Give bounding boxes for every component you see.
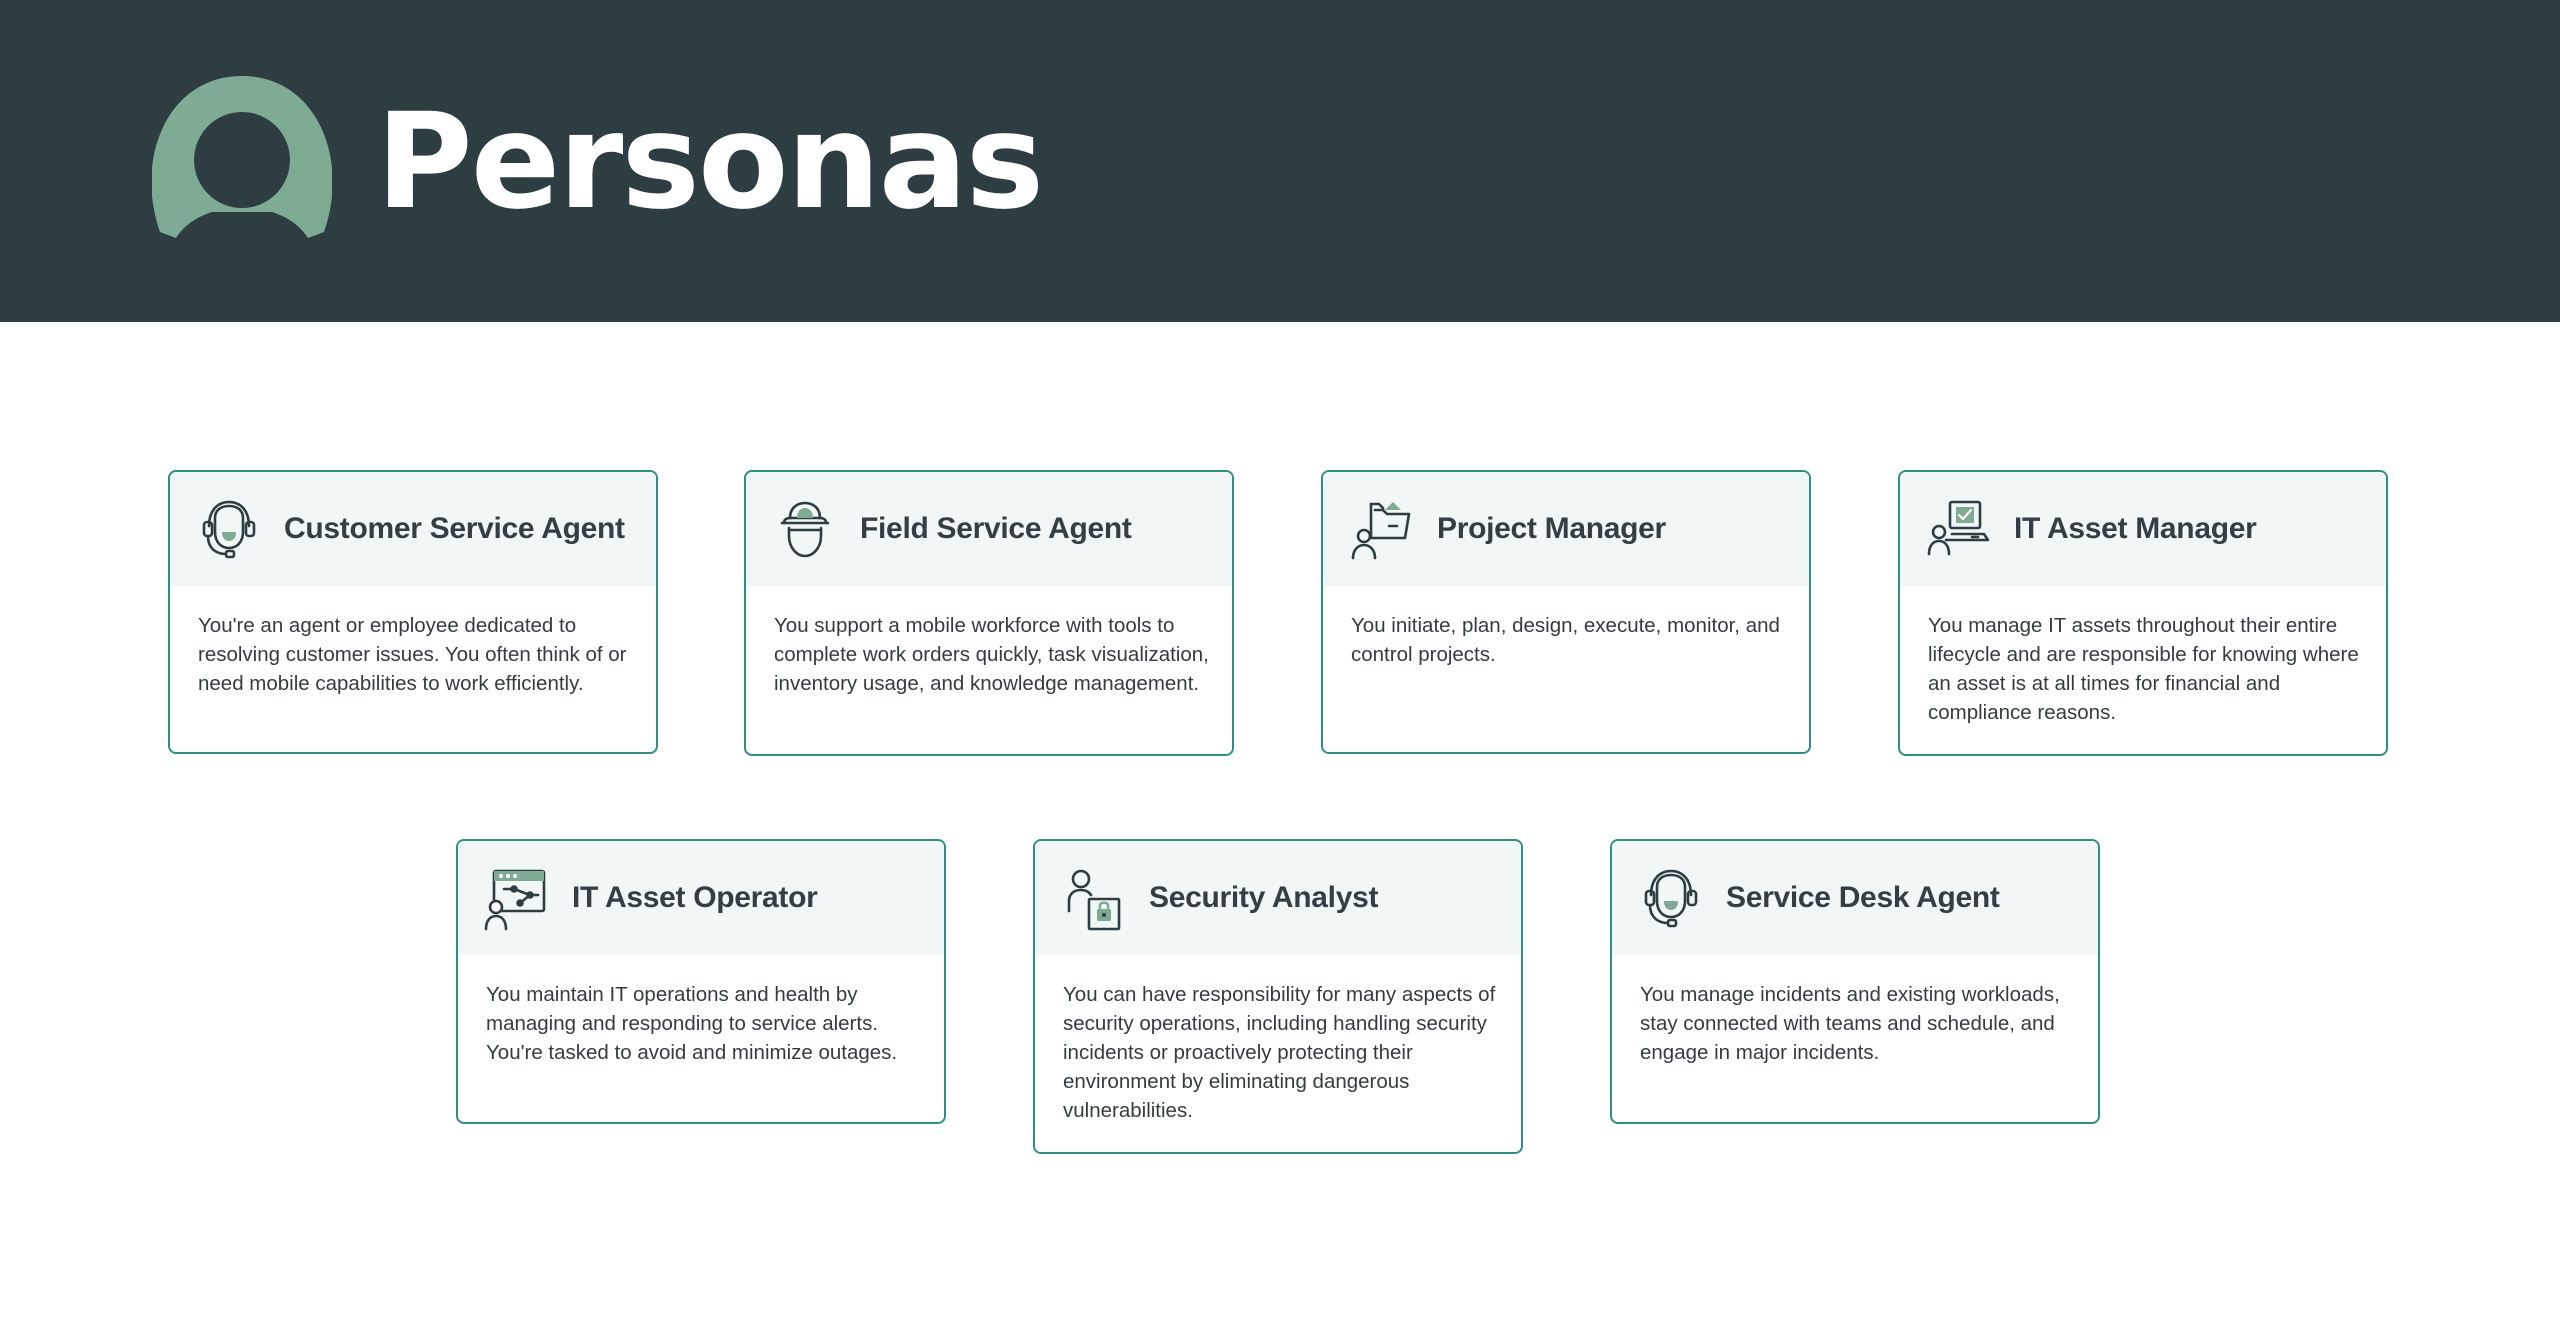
card-title: Customer Service Agent <box>284 512 625 545</box>
card-description: You manage incidents and existing workloads, stay connected with teams and schedule, and engage in major incidents. <box>1640 983 2060 1064</box>
card-header <box>1035 841 1521 955</box>
card-header <box>746 472 1232 586</box>
card-header <box>170 472 656 586</box>
card-description: You manage IT assets throughout their entire lifecycle and are responsible for knowing where an asset is at all times for financial and compliance reasons. <box>1928 614 2359 724</box>
header-banner <box>0 0 2560 322</box>
card-title: Field Service Agent <box>860 512 1132 545</box>
persona-card-it-asset-manager[interactable] <box>1898 470 2388 756</box>
card-description: You're an agent or employee dedicated to resolving customer issues. You often think of or need mobile capabilities to work efficiently. <box>198 614 627 695</box>
persona-card-it-asset-operator[interactable] <box>456 839 946 1124</box>
card-description: You maintain IT operations and health by managing and responding to service alerts. You're tasked to avoid and minimize outages. <box>486 983 898 1064</box>
persona-logo-icon <box>152 76 332 242</box>
card-title: IT Asset Operator <box>572 881 818 914</box>
persona-card-project-manager[interactable] <box>1321 470 1811 754</box>
person-lock-icon <box>1061 865 1127 931</box>
card-title: Security Analyst <box>1149 881 1379 914</box>
folder-person-icon <box>1349 496 1415 562</box>
card-header <box>458 841 944 955</box>
hard-hat-worker-icon <box>772 496 838 562</box>
page-title: Personas <box>376 85 1043 239</box>
card-description: You initiate, plan, design, execute, monitor, and control projects. <box>1351 614 1780 666</box>
network-window-person-icon <box>484 865 550 931</box>
headset-agent-icon <box>1638 865 1704 931</box>
laptop-person-check-icon <box>1926 496 1992 562</box>
headset-agent-icon <box>196 496 262 562</box>
card-header <box>1900 472 2386 586</box>
card-description: You support a mobile workforce with tools to complete work orders quickly, task visualization, inventory usage, and knowledge management. <box>774 614 1209 695</box>
card-title: IT Asset Manager <box>2014 512 2257 545</box>
card-header <box>1612 841 2098 955</box>
persona-card-customer-service-agent[interactable] <box>168 470 658 754</box>
card-title: Service Desk Agent <box>1726 881 2000 914</box>
persona-card-service-desk-agent[interactable] <box>1610 839 2100 1124</box>
card-title: Project Manager <box>1437 512 1666 545</box>
card-description: You can have responsibility for many aspects of security operations, including handling security incidents or proactively protecting their environment by eliminating dangerous vulnerabilities. <box>1063 983 1496 1122</box>
card-header <box>1323 472 1809 586</box>
persona-card-field-service-agent[interactable] <box>744 470 1234 756</box>
persona-card-security-analyst[interactable] <box>1033 839 1523 1154</box>
